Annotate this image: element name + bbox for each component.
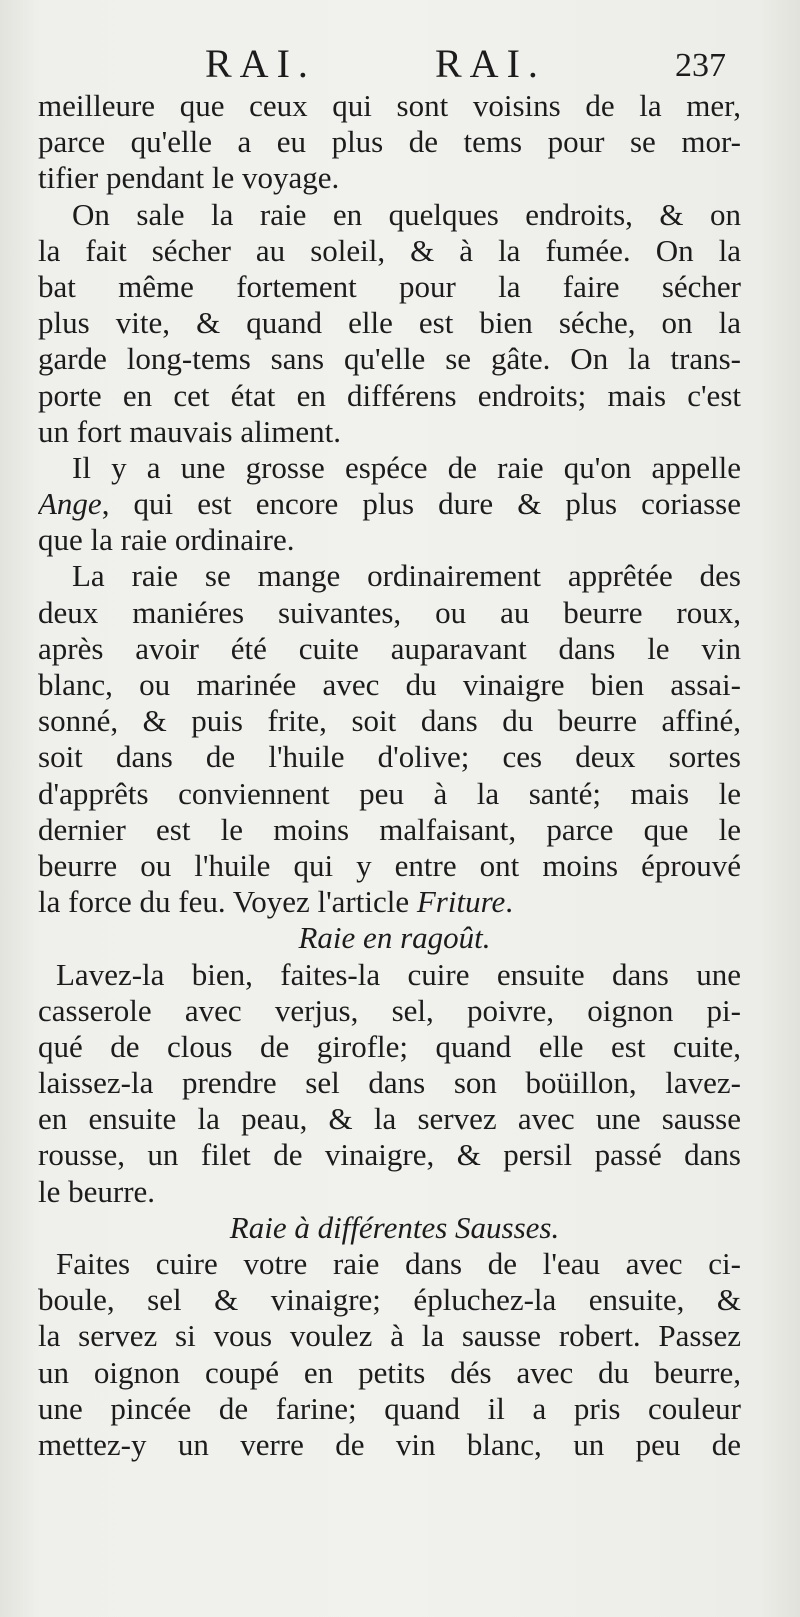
body-text — [38, 88, 741, 1463]
paragraph-4 — [38, 558, 741, 920]
text-line: le beurre. — [38, 1173, 156, 1209]
text-line: un fort mauvais aliment. — [38, 413, 342, 449]
text-line: garde long-tems sans qu'elle se gâte. On la trans- — [38, 341, 741, 377]
running-head-left: RAI. — [205, 41, 316, 86]
text-line: un oignon coupé en petits dés avec du beurre, — [38, 1354, 741, 1390]
paragraph-6 — [38, 1246, 741, 1463]
italic-term: Ange — [38, 486, 102, 522]
text-line: que la raie ordinaire. — [38, 522, 295, 558]
text-line: blanc, ou marinée avec du vinaigre bien assai- — [38, 667, 741, 702]
text-line: après avoir été cuite auparavant dans le vin — [38, 630, 741, 666]
text-line: mettez-y un verre de vin blanc, un peu de — [38, 1426, 741, 1462]
text-line: la servez si vous voulez à la sausse robert. Passez — [38, 1318, 741, 1354]
text-line: Il y a une grosse espéce de raie qu'on appelle — [72, 449, 741, 485]
page-number: 237 — [675, 47, 726, 84]
text-line: sonné, & puis frite, soit dans du beurre affiné, — [38, 703, 741, 739]
text-line: On sale la raie en quelques endroits, & on — [72, 196, 741, 232]
text-line: parce qu'elle a eu plus de tems pour se mor- — [38, 124, 741, 160]
text-line: dernier est le moins malfaisant, parce que le — [38, 811, 741, 847]
text-line: en ensuite la peau, & la servez avec une sausse — [38, 1101, 741, 1137]
text-line: d'apprêts conviennent peu à la santé; mais le — [38, 775, 741, 811]
text-line: porte en cet état en différens endroits; mais c'est — [38, 377, 741, 413]
text-fragment: la force du feu. Voyez l'article — [38, 884, 417, 920]
text-line: tifier pendant le voyage. — [38, 160, 340, 196]
italic-term: Friture — [416, 884, 506, 920]
text-line: Faites cuire votre raie dans de l'eau avec ci- — [56, 1246, 741, 1281]
section-heading: Raie à différentes Sausses. — [229, 1209, 560, 1245]
text-line: Lavez-la bien, faites-la cuire ensuite dans une — [56, 956, 741, 992]
paragraph-3 — [38, 450, 741, 559]
paragraph-2 — [38, 197, 741, 450]
page-header — [0, 40, 800, 90]
text-line: une pincée de farine; quand il a pris couleur — [38, 1390, 741, 1426]
text-line: rousse, un filet de vinaigre, & persil passé dans — [38, 1137, 741, 1173]
text-line: qué de clous de girofle; quand elle est cuite, — [38, 1028, 741, 1064]
text-line: plus vite, & quand elle est bien séche, on la — [38, 305, 741, 341]
text-fragment: . — [505, 884, 514, 920]
text-line: beurre ou l'huile qui y entre ont moins éprouvé — [38, 847, 741, 883]
running-head-right: RAI. — [435, 41, 546, 86]
text-fragment: , qui est encore plus dure & plus coriasse — [101, 486, 741, 522]
text-line: deux maniéres suivantes, ou au beurre roux, — [38, 594, 741, 630]
text-line: soit dans de l'huile d'olive; ces deux sortes — [38, 739, 741, 775]
paragraph-1 — [38, 88, 741, 197]
text-line — [38, 486, 741, 522]
text-line: La raie se mange ordinairement apprêtée des — [72, 558, 741, 594]
section-heading: Raie en ragoût. — [298, 920, 491, 956]
text-line: meilleure que ceux qui sont voisins de la mer, — [38, 88, 741, 123]
text-line: boule, sel & vinaigre; épluchez-la ensuite, & — [38, 1282, 741, 1318]
text-line: laissez-la prendre sel dans son boüillon, lavez- — [38, 1065, 741, 1101]
text-line: casserole avec verjus, sel, poivre, oignon pi- — [38, 992, 741, 1028]
text-line: bat même fortement pour la faire sécher — [38, 268, 741, 304]
paragraph-5 — [38, 957, 741, 1210]
text-line: la fait sécher au soleil, & à la fumée. On la — [38, 232, 741, 268]
text-line — [38, 884, 741, 920]
